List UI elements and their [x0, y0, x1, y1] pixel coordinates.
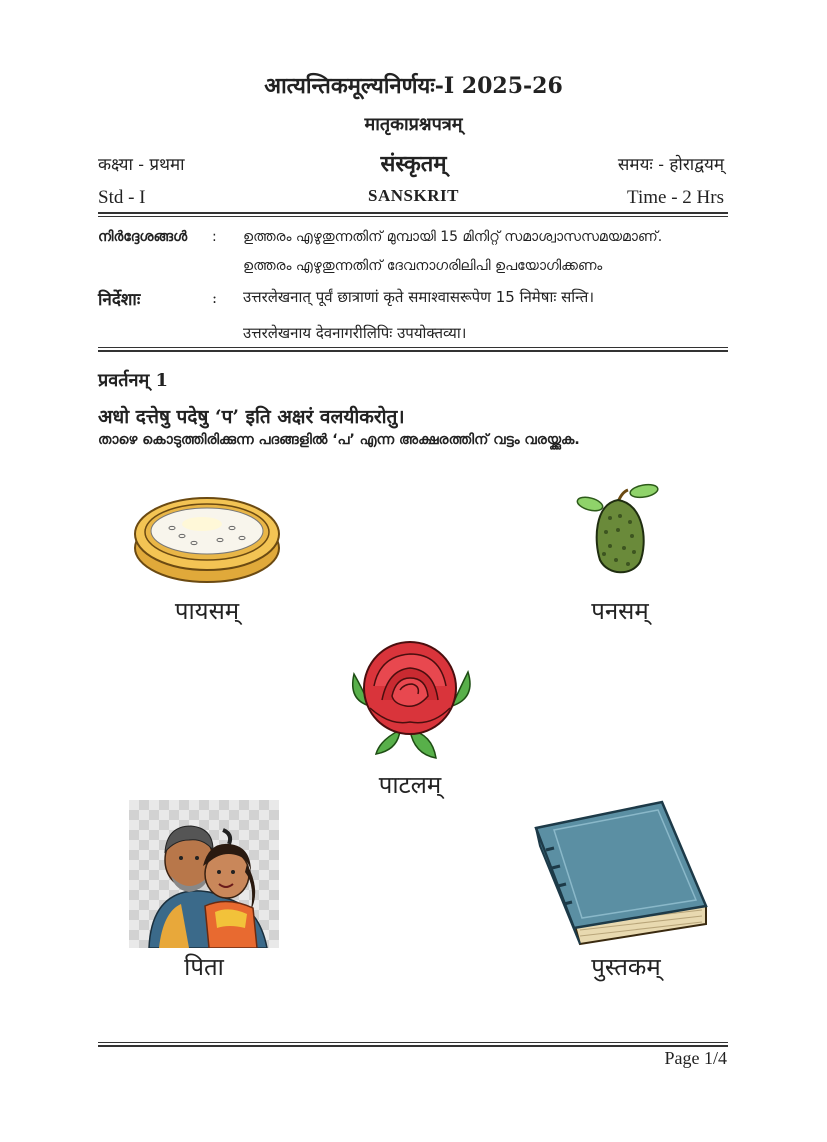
header-divider-bottom — [98, 216, 728, 217]
word-payasam: पायसम् — [174, 597, 240, 625]
subject-english: SANSKRIT — [368, 186, 459, 205]
payasam-bowl-image — [132, 488, 282, 586]
book-image — [534, 800, 710, 948]
footer-divider-bottom — [98, 1045, 728, 1047]
rose-image — [340, 630, 480, 760]
paper-subtitle: मातृकाप्रश्नपत्रम् — [364, 114, 463, 135]
instructions-heading-ml: നിർദ്ദേശങ്ങൾ — [98, 229, 188, 245]
class-label: कक्ष्या - प्रथमा — [98, 155, 185, 175]
word-panasam: पनसम् — [591, 597, 649, 625]
instruction-sa-line-2: उत्तरलेखनाय देवनागरीलिपिः उपयोक्तव्या। — [243, 324, 467, 342]
exam-title: आत्यन्तिकमूल्यनिर्णयः-I 2025-26 — [264, 73, 563, 99]
page-number: Page 1/4 — [664, 1048, 727, 1068]
time-label-sanskrit: समयः - होराद्वयम् — [617, 155, 724, 175]
instructions-divider-bottom — [98, 350, 728, 352]
father-daughter-image — [129, 800, 279, 948]
question-prompt-malayalam: താഴെ കൊടുത്തിരിക്കുന്ന പദങ്ങളിൽ ‘പ’ എന്ന അക്ഷരത്തിന് വട്ടം വരയ്ക്കുക. — [98, 432, 580, 448]
jackfruit-image — [574, 482, 664, 578]
footer-divider-top — [98, 1042, 728, 1043]
question-prompt-sanskrit: अधो दत्तेषु पदेषु ‘प’ इति अक्षरं वलयीकरोतु। — [98, 406, 405, 428]
time-label-english: Time - 2 Hrs — [627, 187, 724, 208]
subject-sanskrit: संस्कृतम् — [380, 151, 447, 177]
instruction-sa-line-1: उत्तरलेखनात् पूर्वं छात्राणां कृते समाश्वासरूपेण 15 निमेषाः सन्ति। — [243, 288, 595, 306]
instructions-heading-sa: निर्देशाः — [98, 290, 141, 310]
instructions-divider-top — [98, 347, 728, 348]
instructions-colon-sa: : — [212, 289, 218, 307]
word-pustakam: पुस्तकम् — [591, 953, 661, 981]
word-pita: पिता — [184, 953, 224, 981]
std-label: Std - I — [98, 187, 146, 208]
instruction-ml-line-1: ഉത്തരം എഴുതുന്നതിന് മുമ്പായി 15 മിനിറ്റ് സമാശ്വാസസമയമാണ്. — [243, 229, 663, 245]
header-divider-top — [98, 212, 728, 214]
instruction-ml-line-2: ഉത്തരം എഴുതുന്നതിന് ദേവനാഗരിലിപി ഉപയോഗിക്കണം — [243, 258, 603, 274]
word-patalam: पाटलम् — [378, 771, 442, 799]
question-number: प्रवर्तनम् 1 — [98, 370, 169, 391]
instructions-colon-ml: : — [212, 229, 217, 245]
